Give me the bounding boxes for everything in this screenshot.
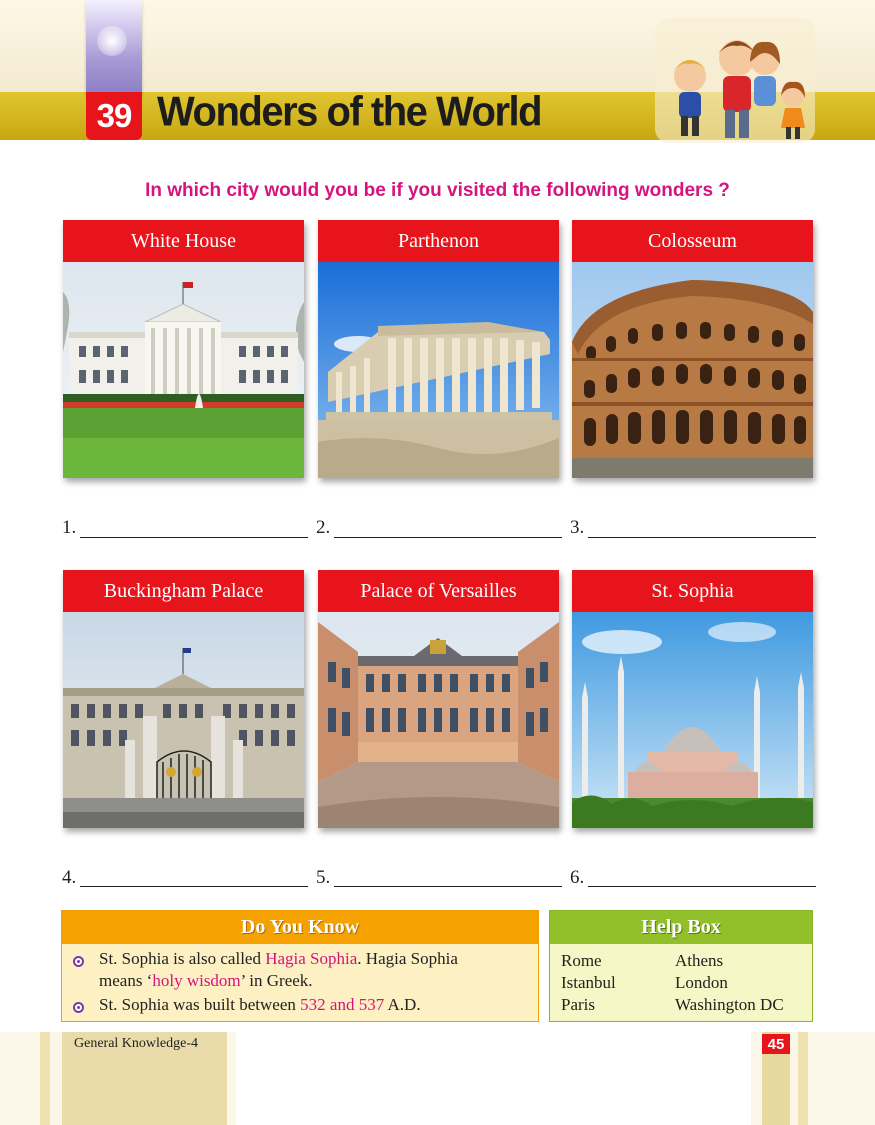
- buckingham-palace-photo: [63, 612, 304, 828]
- footer-blank-panel: [236, 1032, 751, 1125]
- answer-line-4[interactable]: [80, 886, 308, 887]
- answer-number: 1.: [62, 517, 77, 538]
- wonder-name: Colosseum: [572, 220, 813, 262]
- answer-number: 5.: [316, 867, 331, 888]
- help-word: Rome: [561, 951, 602, 970]
- help-word: Paris: [561, 995, 595, 1014]
- answer-number: 2.: [316, 517, 331, 538]
- help-word: London: [675, 973, 728, 992]
- fact-2: [99, 995, 421, 1015]
- answer-number: 6.: [570, 867, 585, 888]
- answer-number: 4.: [62, 867, 77, 888]
- wonder-name: White House: [63, 220, 304, 262]
- fact-1-line-1: [99, 949, 458, 969]
- page-title: Wonders of the World: [157, 88, 542, 136]
- footer-stripe: [798, 1032, 808, 1125]
- answer-line-6[interactable]: [588, 886, 816, 887]
- parthenon-photo: [318, 262, 559, 478]
- do-you-know-box: [61, 910, 539, 1022]
- st-sophia-photo: [572, 612, 813, 828]
- fact-highlight: holy wisdom: [152, 971, 241, 990]
- help-word: Athens: [675, 951, 724, 970]
- fact-text: St. Sophia is also called: [99, 949, 266, 968]
- wonder-card-palace-of-versailles: [318, 570, 559, 828]
- cartoon-family-illustration: [655, 18, 815, 143]
- wonder-name: Parthenon: [318, 220, 559, 262]
- book-title: General Knowledge-4: [74, 1036, 199, 1051]
- bullet-icon: [73, 956, 84, 967]
- fact-text: St. Sophia was built between: [99, 995, 301, 1014]
- fact-text: means ‘: [99, 971, 153, 990]
- wonder-card-colosseum: [572, 220, 813, 478]
- footer-stripe: [40, 1032, 50, 1125]
- wonder-name: Palace of Versailles: [318, 570, 559, 612]
- bullet-icon: [73, 1002, 84, 1013]
- colosseum-photo: [572, 262, 813, 478]
- wonder-card-parthenon: [318, 220, 559, 478]
- help-box: [549, 910, 813, 1022]
- answer-line-1[interactable]: [80, 537, 308, 538]
- fact-1-line-2: [99, 971, 313, 991]
- white-house-photo: [63, 262, 304, 478]
- tab-highlight: [97, 26, 127, 56]
- wonder-name: Buckingham Palace: [63, 570, 304, 612]
- fact-text: A.D.: [384, 995, 421, 1014]
- do-you-know-heading: Do You Know: [62, 911, 538, 944]
- page-number: 45: [762, 1034, 790, 1054]
- answer-line-2[interactable]: [334, 537, 562, 538]
- answer-number: 3.: [570, 517, 585, 538]
- question-text: In which city would you be if you visited the following wonders ?: [145, 180, 730, 201]
- fact-highlight: 532 and 537: [300, 995, 385, 1014]
- wonder-card-buckingham-palace: [63, 570, 304, 828]
- answer-line-3[interactable]: [588, 537, 816, 538]
- lesson-number-badge: 39: [86, 92, 142, 140]
- answer-line-5[interactable]: [334, 886, 562, 887]
- fact-text: . Hagia Sophia: [357, 949, 458, 968]
- help-word: Washington DC: [675, 995, 784, 1014]
- wonder-card-st-sophia: [572, 570, 813, 828]
- fact-highlight: Hagia Sophia: [265, 949, 358, 968]
- help-word: Istanbul: [561, 973, 616, 992]
- fact-text: ’ in Greek.: [240, 971, 313, 990]
- wonder-name: St. Sophia: [572, 570, 813, 612]
- wonder-card-white-house: [63, 220, 304, 478]
- versailles-photo: [318, 612, 559, 828]
- help-box-heading: Help Box: [550, 911, 812, 944]
